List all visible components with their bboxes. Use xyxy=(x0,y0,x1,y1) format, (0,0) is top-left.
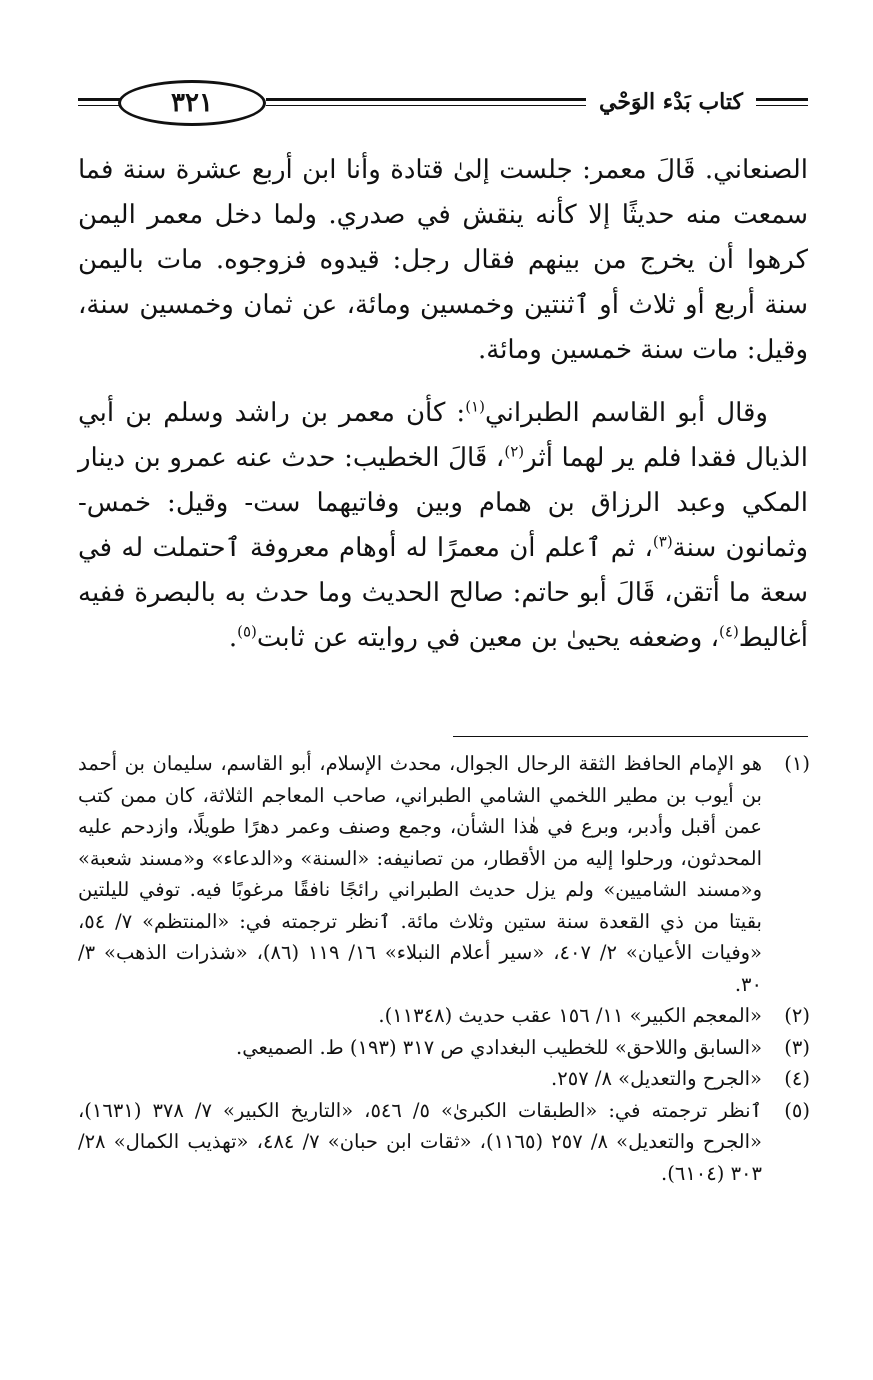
footnote-text: «المعجم الكبير» ١١/ ١٥٦ عقب حديث (١١٣٤٨). xyxy=(378,1004,762,1027)
footnote-number: (١) xyxy=(784,752,810,775)
header-rule-end xyxy=(768,94,808,108)
footnote xyxy=(78,748,810,1000)
footnote-number: (٢) xyxy=(784,1004,810,1027)
paragraph: وقال أبو القاسم الطبراني$^{(١)}$: كأن معمر بن راشد وسلم بن أبي الذيال فقدا فلم ير لهما أثر$^{(٢)}$، قَالَ الخطيب: حدث عنه عمرو بن دينار المكي وعبد الرزاق بن همام وبين وفاتيهما ست- وقيل: خمس- وثمانون سنة$^{(٣)}$، ثم ٱعلم أن معمرًا له أوهام معروفة ٱحتملت له في سعة ما أتقن، قَالَ أبو حاتم: صالح الحديث وما حدث به بالبصرة ففيه أغاليط$^{(٤)}$، وضعفه يحيىٰ بن معين في روايته عن ثابت$^{(٥)}$. xyxy=(78,397,808,653)
footnote-ref[interactable]: (٢) xyxy=(504,442,525,461)
footnote-text: «الجرح والتعديل» ٨/ ٢٥٧. xyxy=(551,1067,762,1090)
footnote-ref[interactable]: (٣) xyxy=(652,532,673,551)
running-title: كتاب بَدْء الوَحْي xyxy=(586,82,756,122)
page-header xyxy=(78,80,808,132)
footnote-ref[interactable]: (٤) xyxy=(719,622,739,641)
footnote-text: «السابق واللاحق» للخطيب البغدادي ص ٣١٧ (١٩٣) ط. الصميعي. xyxy=(236,1035,762,1059)
footnote-ref[interactable]: (٥) xyxy=(237,622,257,641)
footnote xyxy=(78,1000,810,1032)
footnote-number: (٣) xyxy=(784,1035,810,1059)
footnote-text: هو الإمام الحافظ الثقة الرحال الجوال، محدث الإسلام، أبو القاسم، سليمان بن أحمد بن أيوب بن مطير اللخمي الشامي الطبراني، صاحب المعاجم الثلاثة، كان ممن كتب عمن أقبل وأدبر، وبرع في هٰذا الشأن، وجمع وصنف وعمر دهرًا طويلًا، وازدحم عليه المحدثون، ورحلوا إليه من الأقطار، من تصانيفه: «السنة» و«الدعاء» و«مسند شعبة» و«مسند الشاميين» ولم يزل حديث الطبراني رائجًا نافقًا مرغوبًا فيه. توفي لليلتين بقيتا من ذي القعدة سنة ستين وثلاث مائة. ٱنظر ترجمته في: «المنتظم» ٧/ ٥٤، «وفيات الأعيان» ٢/ ٤٠٧، «سير أعلام النبلاء» ١٦/ ١١٩ (٨٦)، «شذرات الذهب» ٣/ ٣٠. xyxy=(78,752,762,996)
footnotes xyxy=(78,748,810,1189)
paragraph: الصنعاني. قَالَ معمر: جلست إلىٰ قتادة وأنا ابن أربع عشرة سنة فما سمعت منه حديثًا إلا كأنه ينقش في صدري. ولما دخل معمر اليمن كرهوا أن يخرج من بينهم فقال رجل: قيدوه فزوجوه. مات باليمن سنة أربع أو ثلاث أو ٱثنتين وخمسين ومائة، عن ثمان وخمسين سنة، وقيل: مات سنة خمسين ومائة. xyxy=(78,155,808,365)
footnote-separator xyxy=(453,736,808,737)
page-number: ٣٢١ xyxy=(118,80,266,126)
main-text xyxy=(78,148,808,661)
footnote-text: ٱنظر ترجمته في: «الطبقات الكبرىٰ» ٥/ ٥٤٦، «التاريخ الكبير» ٧/ ٣٧٨ (١٦٣١)، «الجرح والتعديل» ٨/ ٢٥٧ (١١٦٥)، «ثقات ابن حبان» ٧/ ٤٨٤، «تهذيب الكمال» ٢٨/ ٣٠٣ (٦١٠٤). xyxy=(78,1098,762,1185)
footnote-number: (٥) xyxy=(784,1098,810,1122)
footnote xyxy=(78,1063,810,1095)
footnote xyxy=(78,1095,810,1190)
footnote xyxy=(78,1032,810,1064)
footnote-ref[interactable]: (١) xyxy=(465,397,485,416)
footnote-number: (٤) xyxy=(784,1067,810,1090)
